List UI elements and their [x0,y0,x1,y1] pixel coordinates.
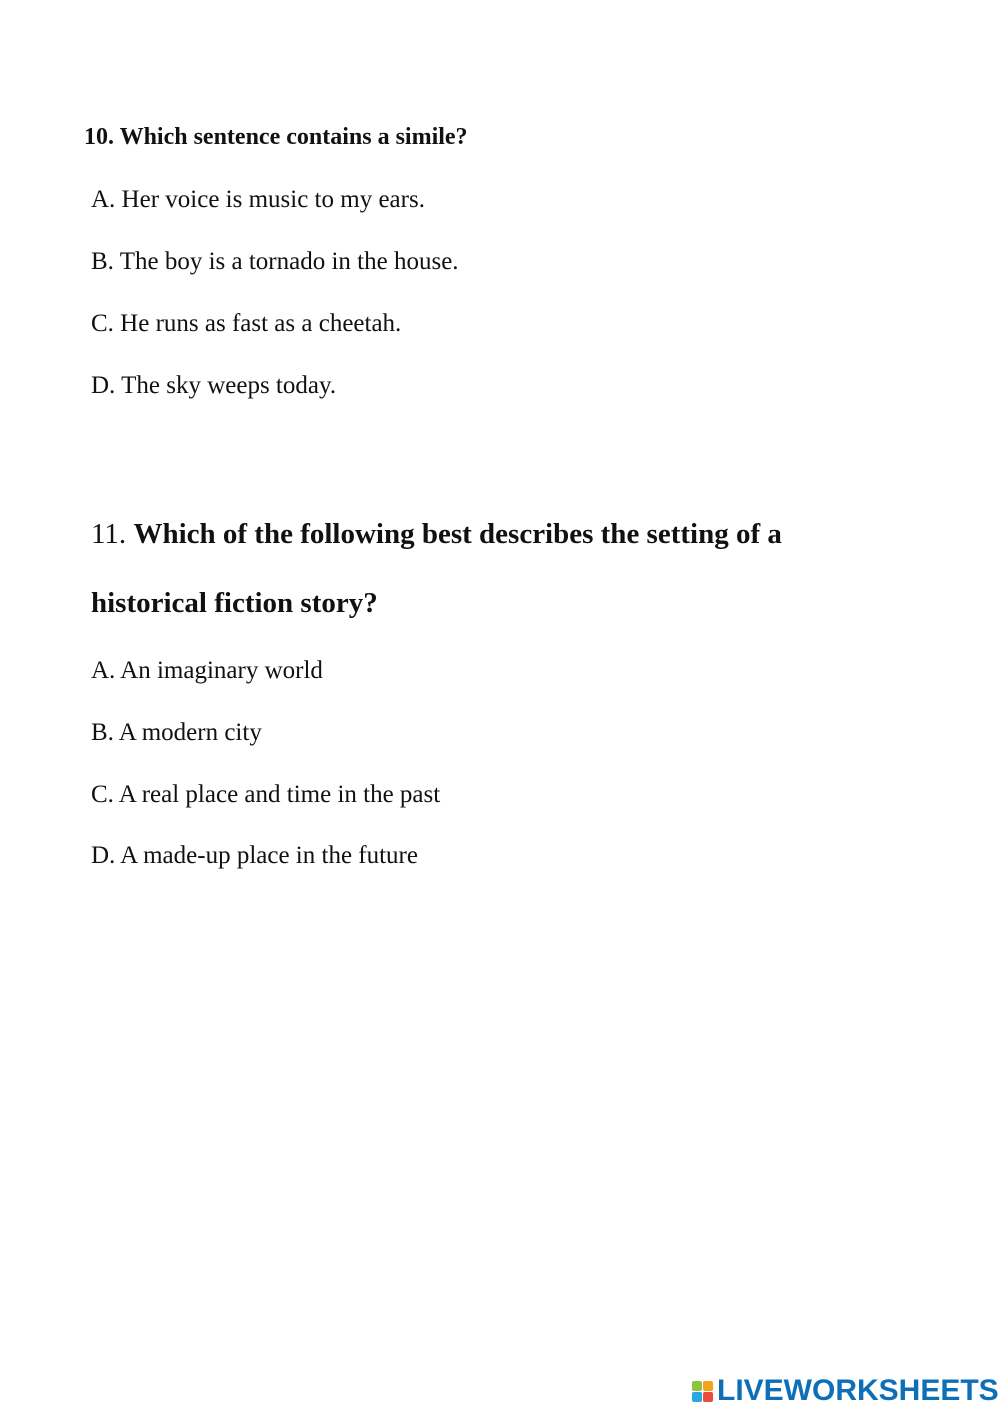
question-10-option-d: D. The sky weeps today. [91,372,337,399]
question-11-title-line-2: historical fiction story? [91,587,378,619]
question-10-option-b: B. The boy is a tornado in the house. [91,248,459,275]
question-11-option-b: B. A modern city [91,719,262,746]
question-11-title-text: Which of the following best describes the setting of a [133,518,782,550]
logo-tile-2 [703,1381,713,1391]
question-11-option-d: D. A made-up place in the future [91,842,418,869]
brand-name: LIVEWORKSHEETS [717,1374,999,1407]
liveworksheets-brand [692,1374,999,1408]
logo-tile-1 [692,1381,702,1391]
question-11-option-c: C. A real place and time in the past [91,781,441,808]
question-11-number: 11. [91,518,134,550]
question-11-option-a: A. An imaginary world [91,657,323,684]
logo-tile-4 [703,1392,713,1402]
question-10-title: 10. Which sentence contains a simile? [84,124,468,150]
question-10-option-a: A. Her voice is music to my ears. [91,186,425,213]
logo-tile-3 [692,1392,702,1402]
question-10-option-c: C. He runs as fast as a cheetah. [91,310,402,337]
question-11-title-line-1 [91,516,782,552]
liveworksheets-logo-icon [692,1381,713,1402]
